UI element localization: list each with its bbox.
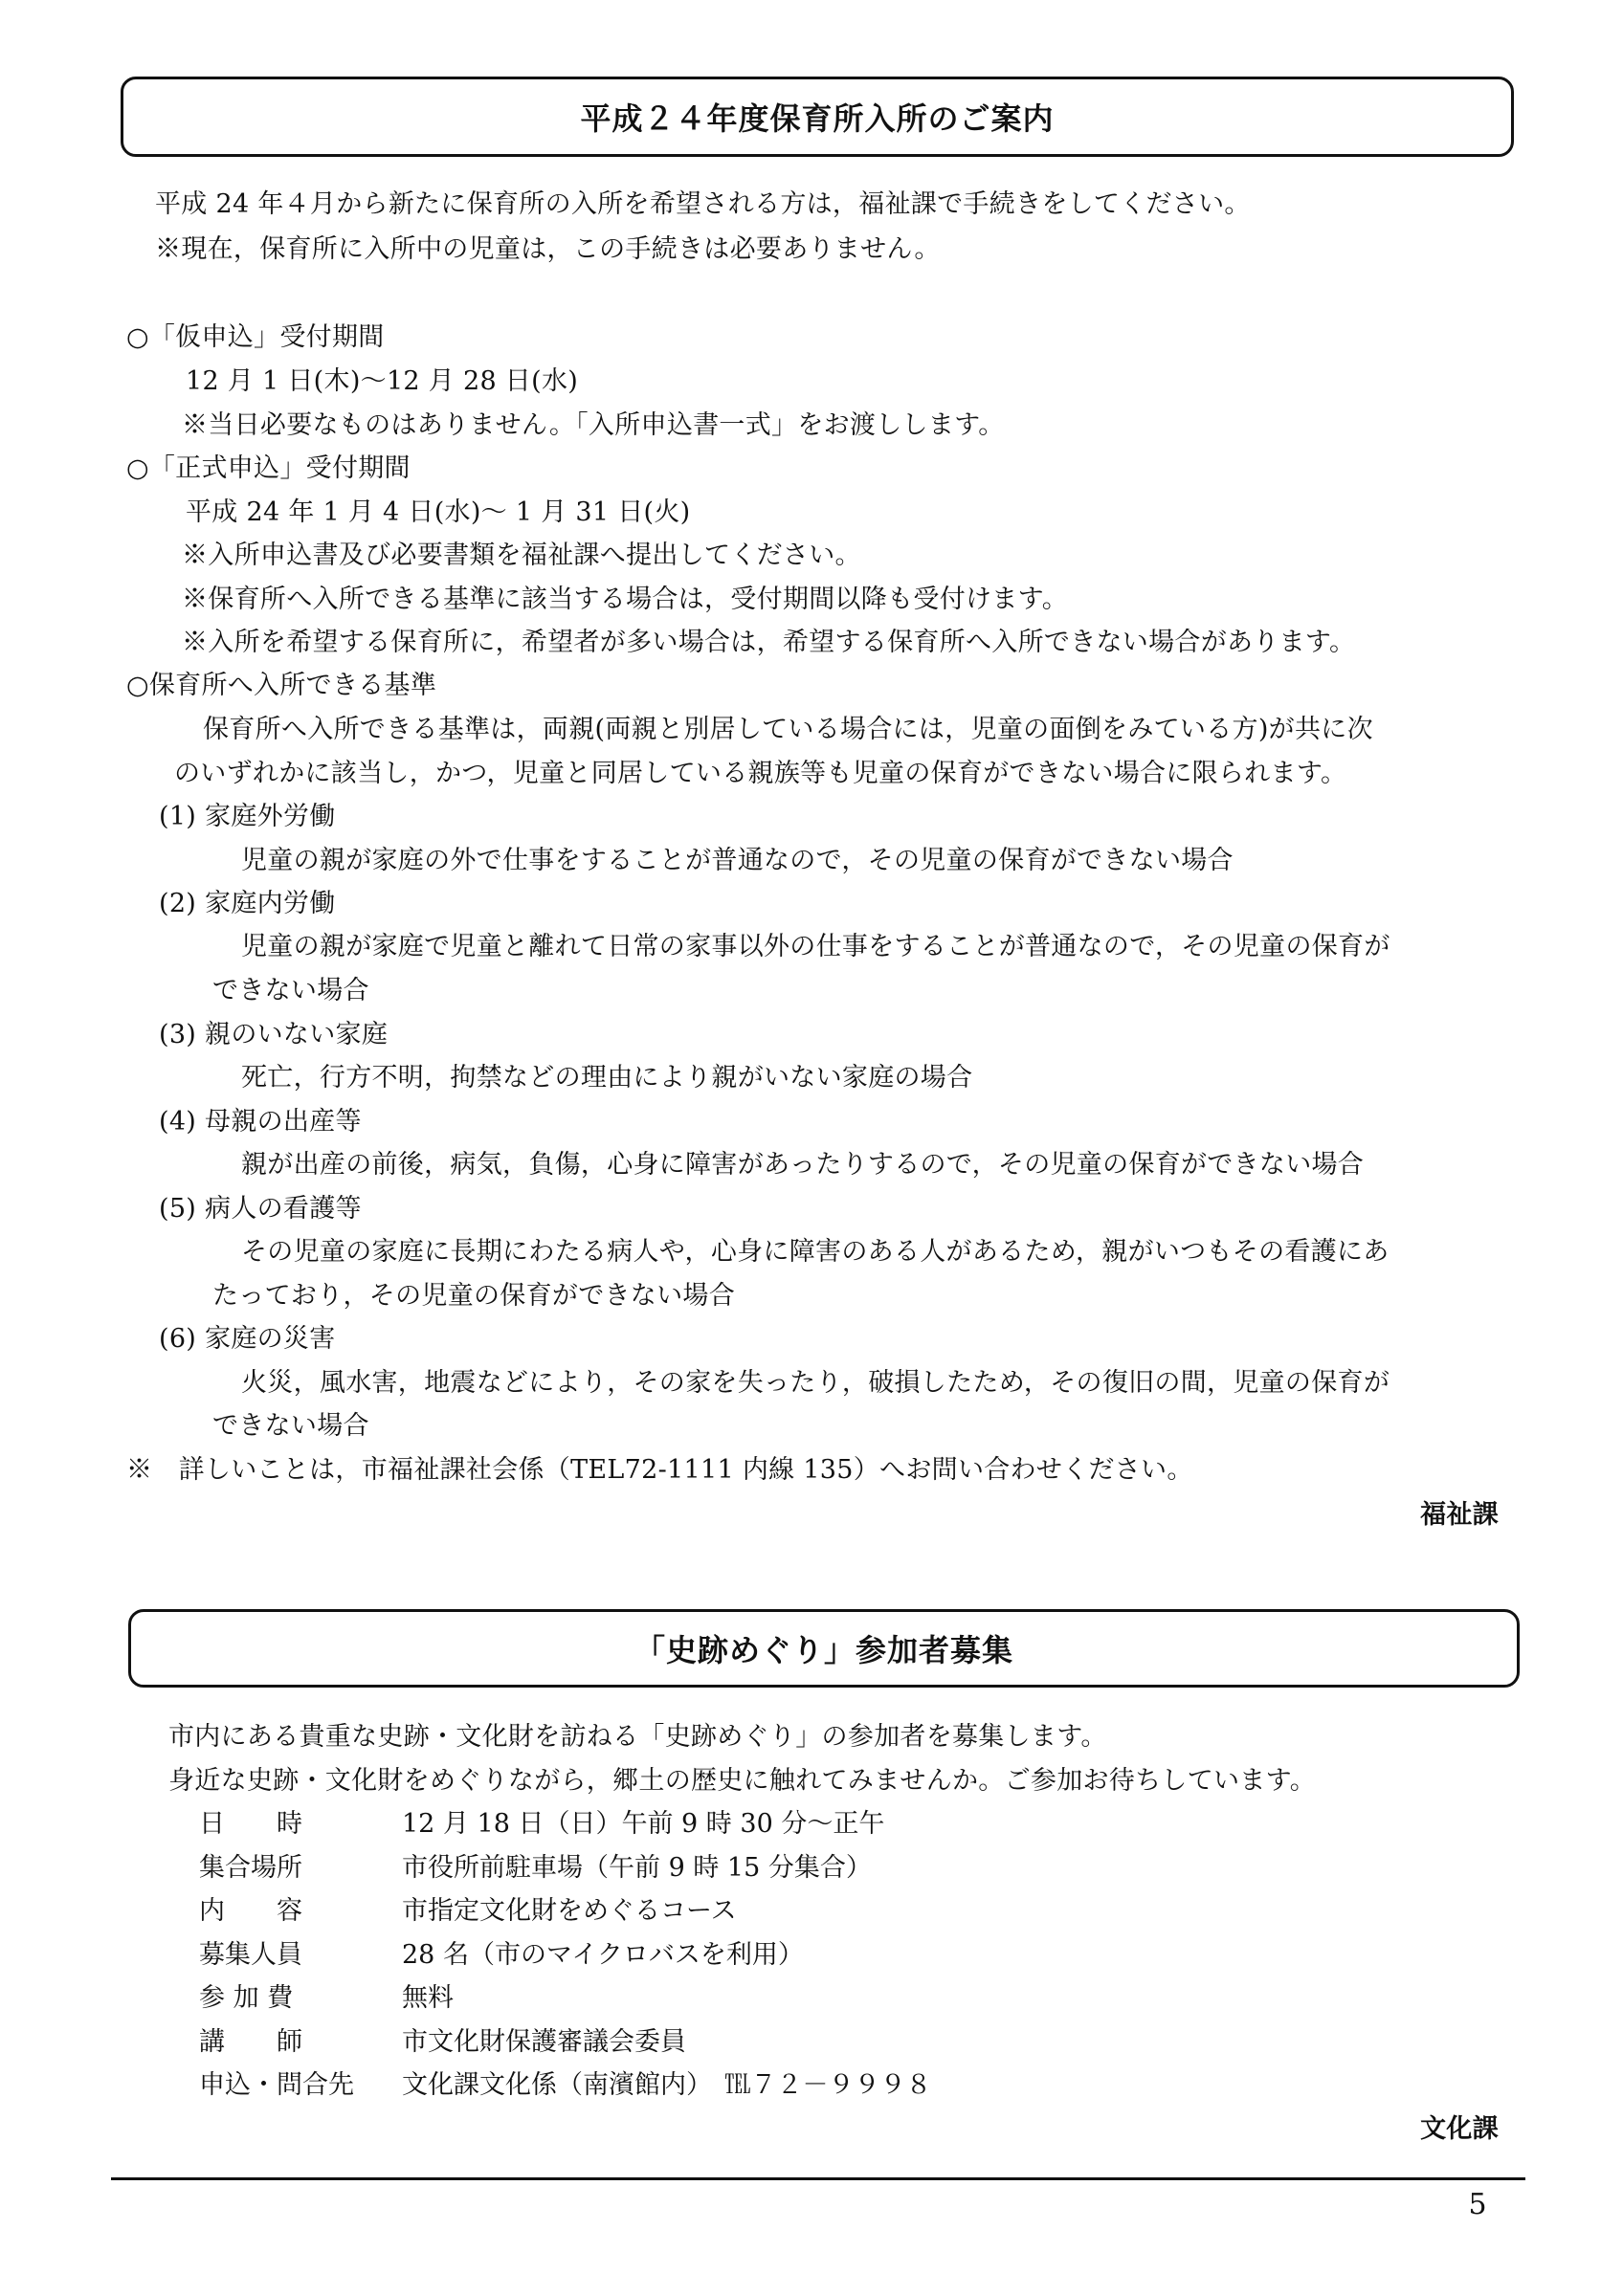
kijun-item-label: (1) 家庭外労働: [159, 802, 336, 831]
section2-intro-line: 市内にある貴重な史跡・文化財を訪ねる「史跡めぐり」の参加者を募集します。: [168, 1722, 1107, 1752]
section1-intro-line: ※現在，保育所に入所中の児童は，この手続きは必要ありません。: [155, 234, 941, 264]
kijun-item-desc: 火災，風水害，地震などにより，その家を失ったり，破損したため，その復旧の間，児童の保育が: [241, 1368, 1390, 1398]
section2-title-box: [128, 1609, 1520, 1688]
event-detail-value: 市文化財保護審議会委員: [402, 2027, 686, 2057]
seishiki-note: ※入所を希望する保育所に，希望者が多い場合は，希望する保育所へ入所できない場合があります。: [182, 628, 1356, 657]
kijun-item-label: (4) 母親の出産等: [159, 1107, 362, 1137]
event-detail-label: 内 容: [199, 1896, 302, 1926]
event-detail-value: 無料: [402, 1983, 454, 2013]
section1-title-box: [121, 77, 1514, 157]
section2-intro-line: 身近な史跡・文化財をめぐりながら，郷土の歴史に触れてみませんか。ご参加お待ちしています。: [168, 1766, 1317, 1796]
event-detail-label: 集合場所: [199, 1853, 302, 1883]
seishiki-heading: ○「正式申込」受付期間: [126, 453, 411, 483]
kijun-item-desc: たっており，その児童の保育ができない場合: [212, 1281, 735, 1311]
kari-period: 12 月 1 日(木)～12 月 28 日(水): [186, 366, 579, 396]
kijun-item-desc: 児童の親が家庭で児童と離れて日常の家事以外の仕事をすることが普通なので，その児童の保育が: [241, 932, 1390, 961]
section1-dept: 福祉課: [1420, 1500, 1499, 1530]
event-detail-value: 市役所前駐車場（午前 9 時 15 分集合）: [402, 1853, 872, 1883]
kijun-item-desc: 児童の親が家庭の外で仕事をすることが普通なので，その児童の保育ができない場合: [241, 846, 1234, 875]
kijun-item-label: (2) 家庭内労働: [159, 889, 336, 918]
kijun-item-desc: その児童の家庭に長期にわたる病人や，心身に障害のある人があるため，親がいつもその看護にあ: [241, 1237, 1390, 1267]
kijun-item-label: (5) 病人の看護等: [159, 1194, 362, 1224]
kijun-intro-line: 保育所へ入所できる基準は，両親(両親と別居している場合には，児童の面倒をみている方)が共に次: [203, 715, 1373, 744]
seishiki-period: 平成 24 年 1 月 4 日(水)～ 1 月 31 日(火): [186, 497, 691, 527]
footer-rule: [111, 2177, 1525, 2180]
kijun-item-desc: 親が出産の前後，病気，負傷，心身に障害があったりするので，その児童の保育ができない場合: [241, 1150, 1365, 1180]
event-detail-value: 12 月 18 日（日）午前 9 時 30 分～正午: [402, 1809, 885, 1839]
section1-intro-line: 平成 24 年４月から新たに保育所の入所を希望される方は，福祉課で手続きをしてください。: [155, 189, 1251, 219]
section1-title: 平成２４年度保育所入所のご案内: [580, 100, 1055, 137]
event-detail-label: 申込・問合先: [199, 2070, 354, 2100]
kijun-heading: ○保育所へ入所できる基準: [126, 671, 437, 700]
contact-note: ※ 詳しいことは，市福祉課社会係（TEL72-1111 内線 135）へお問い合わせください。: [126, 1455, 1193, 1485]
seishiki-note: ※入所申込書及び必要書類を福祉課へ提出してください。: [182, 541, 861, 570]
event-detail-label: 講 師: [199, 2027, 302, 2057]
section2-dept: 文化課: [1420, 2114, 1499, 2144]
kijun-intro-line: のいずれかに該当し，かつ，児童と同居している親族等も児童の保育ができない場合に限られます。: [174, 759, 1347, 788]
event-detail-label: 参 加 費: [199, 1983, 294, 2013]
kijun-item-desc: 死亡，行方不明，拘禁などの理由により親がいない家庭の場合: [241, 1063, 973, 1093]
kijun-item-desc: できない場合: [212, 976, 369, 1005]
kijun-item-label: (3) 親のいない家庭: [159, 1020, 389, 1049]
event-detail-value: 28 名（市のマイクロバスを利用）: [402, 1940, 804, 1970]
event-detail-value: 文化課文化係（南濱館内） ℡７２－９９９８: [402, 2070, 932, 2100]
kijun-item-label: (6) 家庭の災害: [159, 1324, 336, 1354]
seishiki-note: ※保育所へ入所できる基準に該当する場合は，受付期間以降も受付けます。: [182, 585, 1069, 614]
kijun-item-desc: できない場合: [212, 1411, 369, 1441]
event-detail-label: 募集人員: [199, 1940, 302, 1970]
page-number: 5: [1468, 2188, 1487, 2221]
kari-heading: ○「仮申込」受付期間: [126, 322, 385, 352]
kari-note: ※当日必要なものはありません。「入所申込書一式」をお渡しします。: [182, 410, 1005, 440]
event-detail-label: 日 時: [199, 1809, 302, 1839]
section2-title: 「史跡めぐり」参加者募集: [634, 1632, 1013, 1668]
event-detail-value: 市指定文化財をめぐるコース: [402, 1896, 737, 1926]
